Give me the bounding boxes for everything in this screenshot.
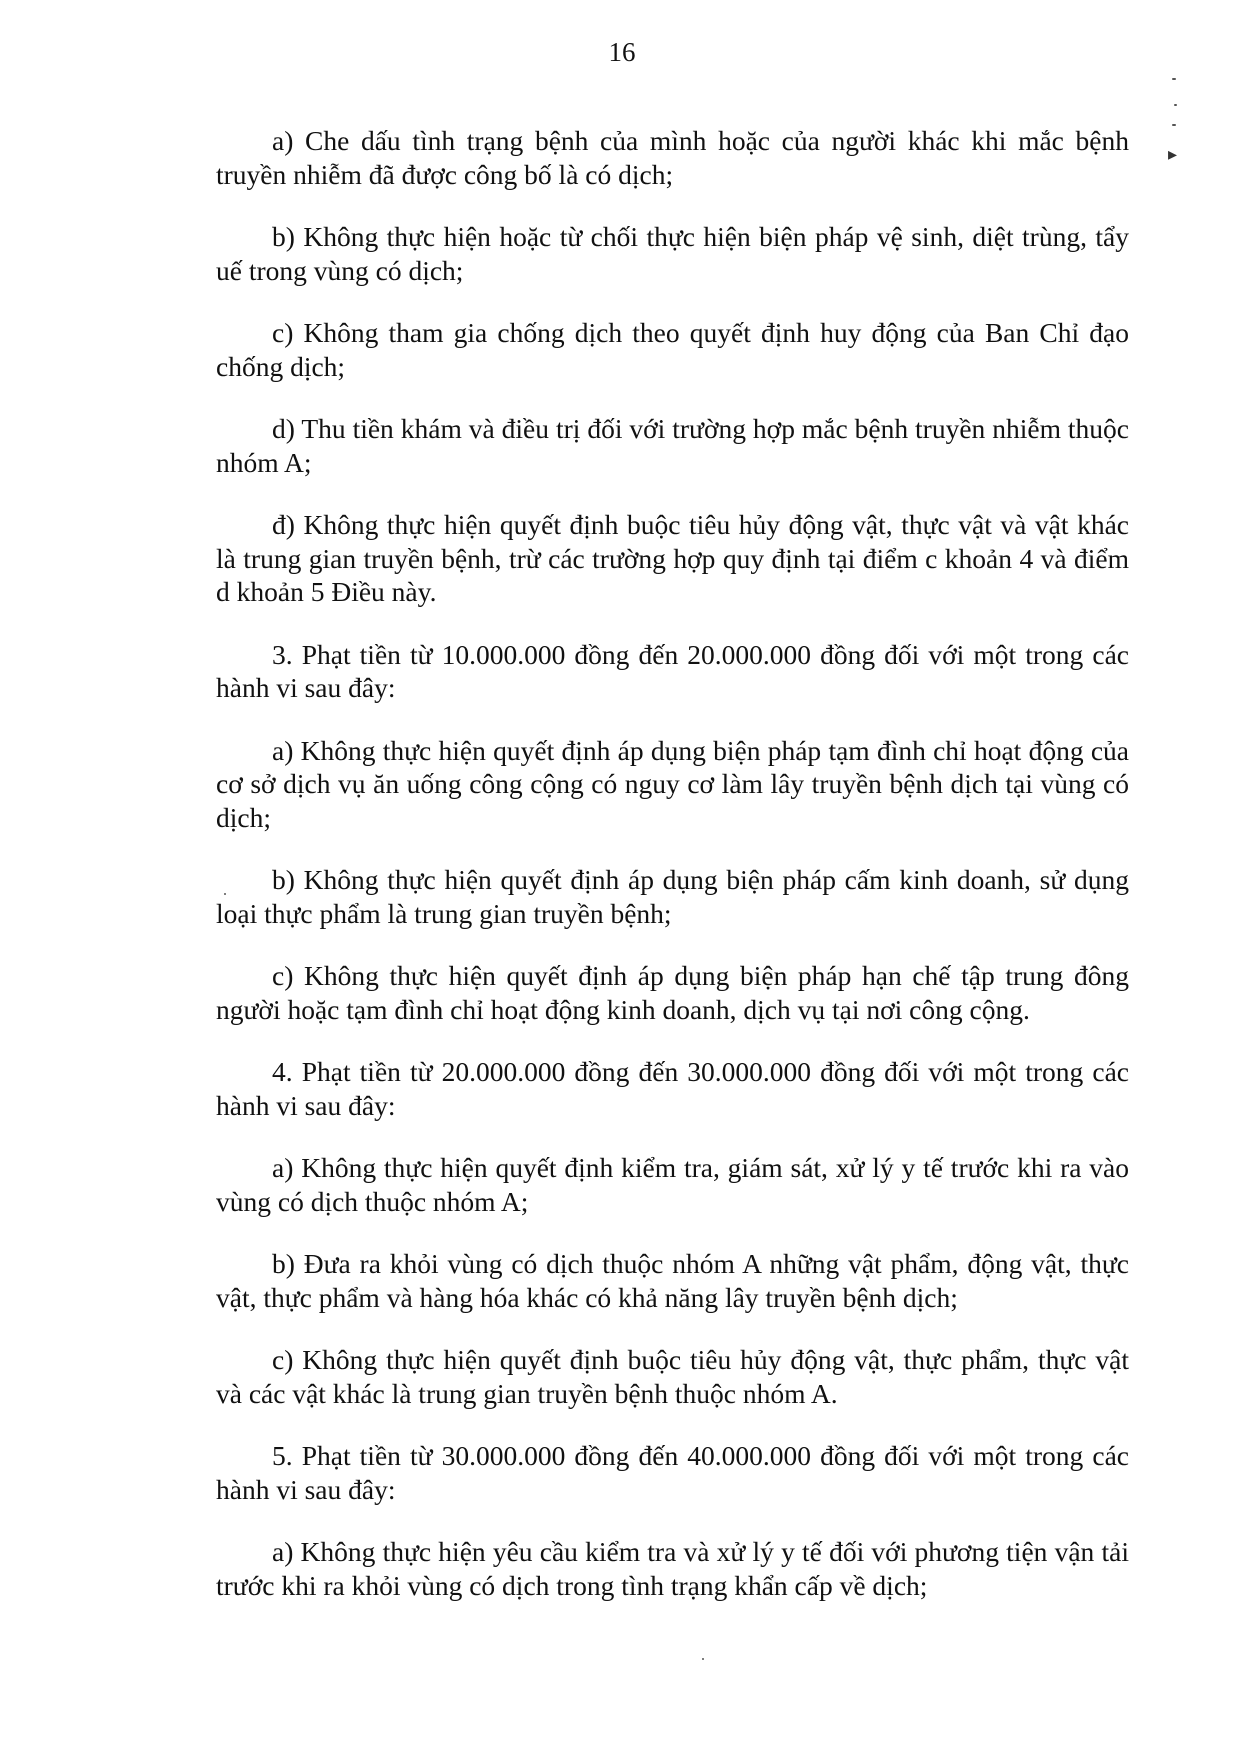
paragraph: 4. Phạt tiền từ 20.000.000 đồng đến 30.000.000 đồng đối với một trong các hành vi sau đây: <box>216 1056 1129 1121</box>
paragraph: đ) Không thực hiện quyết định buộc tiêu hủy động vật, thực vật và vật khác là trung gian truyền bệnh, trừ các trường hợp quy định tại điểm c khoản 4 và điểm d khoản 5 Điều này. <box>216 509 1129 607</box>
paragraph: b) Không thực hiện hoặc từ chối thực hiện biện pháp vệ sinh, diệt trùng, tẩy uế trong vùng có dịch; <box>216 221 1129 286</box>
scan-speck <box>1174 104 1177 106</box>
paragraph: c) Không tham gia chống dịch theo quyết định huy động của Ban Chỉ đạo chống dịch; <box>216 317 1129 382</box>
paragraph: a) Che dấu tình trạng bệnh của mình hoặc của người khác khi mắc bệnh truyền nhiễm đã được công bố là có dịch; <box>216 125 1129 190</box>
scan-speck <box>702 1658 704 1660</box>
scan-arrow-icon: ▸ <box>1168 144 1178 165</box>
paragraph: b) Đưa ra khỏi vùng có dịch thuộc nhóm A những vật phẩm, động vật, thực vật, thực phẩm và hàng hóa khác có khả năng lây truyền bệnh dịch; <box>216 1248 1129 1313</box>
paragraph: 5. Phạt tiền từ 30.000.000 đồng đến 40.000.000 đồng đối với một trong các hành vi sau đây: <box>216 1440 1129 1505</box>
scan-speck <box>1172 78 1176 80</box>
scan-speck <box>224 893 226 895</box>
paragraph: b) Không thực hiện quyết định áp dụng biện pháp cấm kinh doanh, sử dụng loại thực phẩm là trung gian truyền bệnh; <box>216 864 1129 929</box>
paragraph: a) Không thực hiện quyết định kiểm tra, giám sát, xử lý y tế trước khi ra vào vùng có dịch thuộc nhóm A; <box>216 1152 1129 1217</box>
paragraph: d) Thu tiền khám và điều trị đối với trường hợp mắc bệnh truyền nhiễm thuộc nhóm A; <box>216 413 1129 478</box>
paragraph: c) Không thực hiện quyết định buộc tiêu hủy động vật, thực phẩm, thực vật và các vật khác là trung gian truyền bệnh thuộc nhóm A. <box>216 1344 1129 1409</box>
paragraph: a) Không thực hiện quyết định áp dụng biện pháp tạm đình chỉ hoạt động của cơ sở dịch vụ ăn uống công cộng có nguy cơ làm lây truyền bệnh dịch tại vùng có dịch; <box>216 734 1129 833</box>
body-text <box>216 124 1129 1602</box>
scan-speck <box>1172 124 1176 126</box>
paragraph: c) Không thực hiện quyết định áp dụng biện pháp hạn chế tập trung đông người hoặc tạm đình chỉ hoạt động kinh doanh, dịch vụ tại nơi công cộng. <box>216 960 1129 1025</box>
paragraph: a) Không thực hiện yêu cầu kiểm tra và xử lý y tế đối với phương tiện vận tải trước khi ra khỏi vùng có dịch trong tình trạng khẩn cấp về dịch; <box>216 1536 1129 1601</box>
paragraph: 3. Phạt tiền từ 10.000.000 đồng đến 20.000.000 đồng đối với một trong các hành vi sau đây: <box>216 638 1129 703</box>
page-number: 16 <box>608 37 636 67</box>
